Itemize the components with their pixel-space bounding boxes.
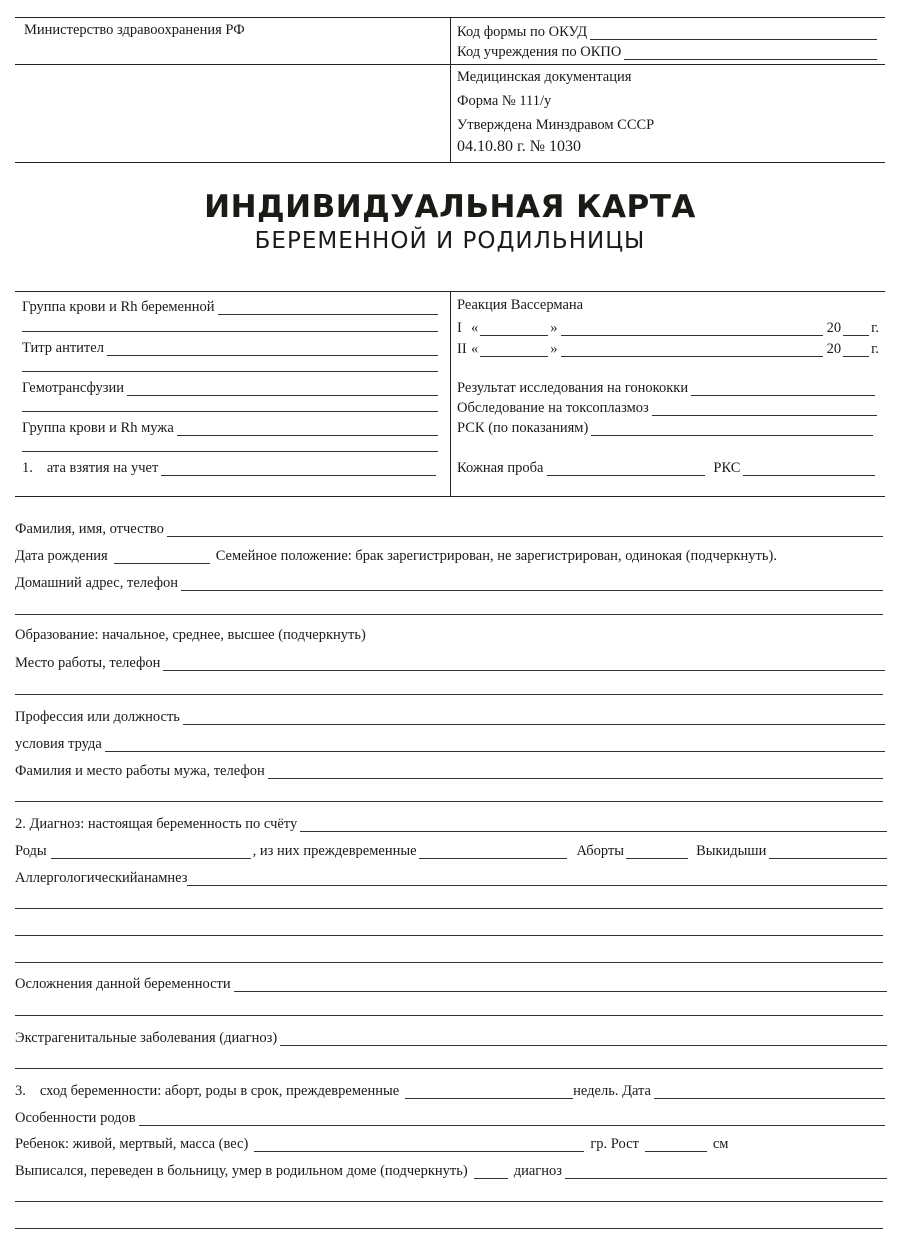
allergy-extra-line-1[interactable] — [15, 908, 883, 909]
abortions-label: Аборты — [576, 843, 625, 859]
height-label: гр. Рост — [590, 1136, 639, 1152]
gonococci-line[interactable] — [691, 382, 875, 396]
antibody-titer-line[interactable] — [107, 342, 438, 356]
hemotransfusion-extra-line[interactable] — [22, 411, 438, 412]
wasserman-2-month-line[interactable] — [561, 343, 823, 357]
skin-test-field[interactable] — [457, 458, 875, 476]
roman-2: II — [457, 341, 467, 357]
rks-line[interactable] — [743, 462, 875, 476]
premature-line[interactable] — [419, 845, 567, 859]
full-name-label: Фамилия, имя, отчество — [15, 521, 164, 537]
profession-field[interactable] — [15, 707, 885, 725]
birth-features-field[interactable] — [15, 1108, 885, 1126]
hemotransfusion-field[interactable] — [22, 378, 438, 396]
complications-extra-line[interactable] — [15, 1015, 883, 1016]
doc-type-label: Медицинская документация — [457, 69, 632, 85]
lab-box-bottom-border — [15, 496, 885, 497]
workplace-label: Место работы, телефон — [15, 655, 161, 671]
roman-1: I — [457, 320, 462, 336]
form-subtitle: БЕРЕМЕННОЙ И РОДИЛЬНИЦЫ — [254, 228, 646, 254]
pregnancy-outcome-label: сход беременности: аборт, роды в срок, преждевременные — [39, 1083, 400, 1099]
husband-blood-line[interactable] — [177, 422, 438, 436]
form-title: ИНДИВИДУАЛЬНАЯ КАРТА — [204, 189, 696, 225]
lab-box-divider — [450, 291, 451, 496]
marital-status-label: Семейное положение: брак зарегистрирован, не зарегистрирован, одинокая (подчеркнуть). — [215, 548, 777, 564]
cm-label: см — [712, 1136, 729, 1152]
allergy-extra-line-2[interactable] — [15, 935, 883, 936]
child-label: Ребенок: живой, мертвый, масса (вес) — [15, 1136, 249, 1152]
rsk-line[interactable] — [591, 422, 873, 436]
okpo-field[interactable] — [457, 42, 877, 60]
okud-line[interactable] — [590, 26, 877, 40]
quote-open-1: « — [471, 320, 479, 336]
discharge-line[interactable] — [474, 1165, 508, 1179]
birth-features-label: Особенности родов — [15, 1110, 136, 1126]
wasserman-test-2[interactable] — [457, 339, 879, 357]
discharge-field[interactable] — [15, 1161, 887, 1179]
blood-group-line[interactable] — [218, 301, 438, 315]
toxoplasmosis-field[interactable] — [457, 398, 877, 416]
weeks-line[interactable] — [405, 1085, 573, 1099]
wasserman-2-year-line[interactable] — [843, 343, 869, 357]
births-field[interactable] — [15, 841, 887, 859]
home-address-line[interactable] — [181, 577, 883, 591]
rks-label: РКС — [713, 460, 741, 476]
wasserman-test-1[interactable] — [457, 318, 879, 336]
registration-date-line[interactable] — [161, 462, 436, 476]
ministry-label: Министерство здравоохранения РФ — [24, 22, 245, 38]
complications-label: Осложнения данной беременности — [15, 976, 231, 992]
work-conditions-field[interactable] — [15, 734, 885, 752]
complications-field[interactable] — [15, 974, 887, 992]
year-prefix-1: 20 — [826, 320, 842, 336]
child-weight-line[interactable] — [254, 1138, 584, 1152]
education-label: Образование: начальное, среднее, высшее (подчеркнуть) — [15, 627, 366, 643]
workplace-line[interactable] — [163, 657, 885, 671]
extragenital-line[interactable] — [280, 1032, 887, 1046]
skin-test-line[interactable] — [547, 462, 705, 476]
toxoplasmosis-label: Обследование на токсоплазмоз — [457, 400, 649, 416]
pregnancy-count-line[interactable] — [300, 818, 887, 832]
wasserman-1-month-line[interactable] — [561, 322, 823, 336]
registration-date-field[interactable] — [22, 458, 436, 476]
births-line[interactable] — [51, 845, 251, 859]
miscarriages-label: Выкидыши — [696, 843, 767, 859]
header-column-divider — [450, 17, 451, 162]
year-suffix-2: г. — [871, 341, 879, 357]
husband-blood-extra-line[interactable] — [22, 451, 438, 452]
antibody-titer-label: Титр антител — [22, 340, 104, 356]
abortions-line[interactable] — [626, 845, 688, 859]
pregnancy-count-field[interactable] — [15, 814, 887, 832]
approved-label: Утверждена Минздравом СССР — [457, 117, 655, 133]
premature-label: , из них преждевременные — [252, 843, 417, 859]
registration-num: 1. — [22, 460, 33, 476]
workplace-extra-line[interactable] — [15, 694, 883, 695]
allergy-field[interactable] — [15, 868, 887, 886]
birth-date-label: Дата рождения — [15, 548, 108, 564]
husband-info-extra-line[interactable] — [15, 801, 883, 802]
hemotransfusion-line[interactable] — [127, 382, 438, 396]
form-number-label: Форма № 111/у — [457, 93, 552, 109]
gonococci-field[interactable] — [457, 378, 875, 396]
header-bottom-border — [15, 162, 885, 163]
okud-field[interactable] — [457, 22, 877, 40]
toxoplasmosis-line[interactable] — [652, 402, 877, 416]
pregnancy-count-label: 2. Диагноз: настоящая беременность по счёту — [15, 816, 298, 832]
complications-line[interactable] — [234, 978, 887, 992]
work-conditions-label: условия труда — [15, 736, 102, 752]
extragenital-field[interactable] — [15, 1028, 887, 1046]
birth-date-field[interactable] — [15, 546, 883, 564]
husband-info-label: Фамилия и место работы мужа, телефон — [15, 763, 265, 779]
antibody-titer-extra-line[interactable] — [22, 371, 438, 372]
allergy-label: Аллергологическийанамнез — [15, 870, 188, 886]
okpo-label: Код учреждения по ОКПО — [457, 44, 622, 60]
profession-line[interactable] — [183, 711, 885, 725]
husband-blood-label: Группа крови и Rh мужа — [22, 420, 174, 436]
workplace-field[interactable] — [15, 653, 885, 671]
births-label: Роды — [15, 843, 47, 859]
gonococci-label: Результат исследования на гонококки — [457, 380, 689, 396]
discharge-extra-line-1[interactable] — [15, 1201, 883, 1202]
full-name-field[interactable] — [15, 519, 883, 537]
child-field[interactable] — [15, 1134, 775, 1152]
weeks-date-label: недель. Дата — [573, 1083, 651, 1099]
wasserman-2-day-line[interactable] — [480, 343, 548, 357]
registration-date-label: ата взятия на учет — [46, 460, 159, 476]
hemotransfusion-label: Гемотрансфузии — [22, 380, 125, 396]
wasserman-1-year-line[interactable] — [843, 322, 869, 336]
quote-close-1: » — [550, 320, 558, 336]
rsk-field[interactable] — [457, 418, 873, 436]
year-suffix-1: г. — [871, 320, 879, 336]
year-prefix-2: 20 — [826, 341, 842, 357]
birth-date-line[interactable] — [114, 550, 210, 564]
home-address-field[interactable] — [15, 573, 883, 591]
child-height-line[interactable] — [645, 1138, 707, 1152]
blood-group-field[interactable] — [22, 297, 438, 315]
husband-info-line[interactable] — [268, 765, 883, 779]
final-diagnosis-label: диагноз — [513, 1163, 562, 1179]
birth-features-line[interactable] — [139, 1112, 885, 1126]
wasserman-label: Реакция Вассермана — [457, 297, 584, 313]
outcome-num: 3. — [15, 1083, 26, 1099]
husband-blood-field[interactable] — [22, 418, 438, 436]
wasserman-1-day-line[interactable] — [480, 322, 548, 336]
okpo-line[interactable] — [624, 46, 877, 60]
profession-label: Профессия или должность — [15, 709, 180, 725]
rsk-label: РСК (по показаниям) — [457, 420, 589, 436]
skin-test-label: Кожная проба — [457, 460, 544, 476]
final-diagnosis-line[interactable] — [565, 1165, 887, 1179]
outcome-date-line[interactable] — [654, 1085, 885, 1099]
blood-group-extra-line[interactable] — [22, 331, 438, 332]
home-address-extra-line[interactable] — [15, 614, 883, 615]
husband-info-field[interactable] — [15, 761, 883, 779]
discharge-label: Выписался, переведен в больницу, умер в родильном доме (подчеркнуть) — [15, 1163, 468, 1179]
extragenital-label: Экстрагенитальные заболевания (диагноз) — [15, 1030, 278, 1046]
quote-close-2: » — [550, 341, 558, 357]
antibody-titer-field[interactable] — [22, 338, 438, 356]
quote-open-2: « — [471, 341, 479, 357]
home-address-label: Домашний адрес, телефон — [15, 575, 179, 591]
approved-date-label: 04.10.80 г. № 1030 — [457, 138, 582, 155]
full-name-line[interactable] — [167, 523, 883, 537]
blood-group-label: Группа крови и Rh беременной — [22, 299, 215, 315]
miscarriages-line[interactable] — [769, 845, 887, 859]
okud-label: Код формы по ОКУД — [457, 24, 588, 40]
extragenital-extra-line[interactable] — [15, 1068, 883, 1069]
work-conditions-line[interactable] — [105, 738, 885, 752]
pregnancy-outcome-field[interactable] — [15, 1081, 885, 1099]
discharge-extra-line-2[interactable] — [15, 1228, 883, 1229]
allergy-extra-line-3[interactable] — [15, 962, 883, 963]
allergy-line[interactable] — [187, 872, 887, 886]
